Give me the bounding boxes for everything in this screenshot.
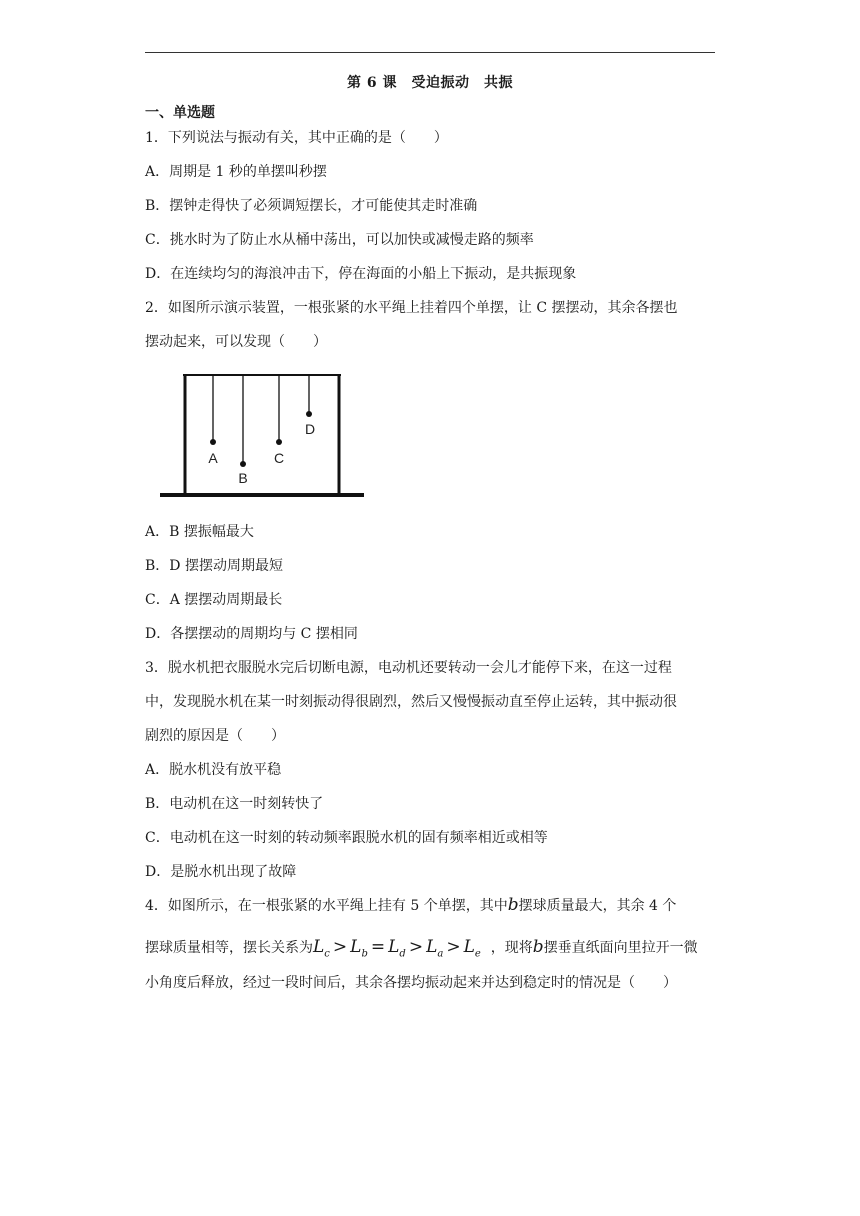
q4-var-b-2: b [532, 937, 544, 957]
formula-op: > [332, 937, 348, 957]
question-1-stem: 1．下列说法与振动有关，其中正确的是（ ） [145, 130, 448, 146]
q4-line2-text-mid: ，现将 [490, 940, 533, 956]
pendulum-diagram [155, 366, 370, 501]
formula-term: L [388, 937, 400, 957]
formula-term: L [463, 937, 475, 957]
question-2-option-b[interactable]: B．D 摆摆动周期最短 [145, 558, 283, 574]
q4-line2-text-pre: 摆球质量相等，摆长关系为 [145, 940, 313, 956]
formula-sub: d [399, 948, 406, 960]
question-2-stem-line-2: 摆动起来，可以发现（ ） [145, 334, 327, 350]
q4-var-b-1: b [507, 895, 519, 915]
question-1-option-a[interactable]: A．周期是 1 秒的单摆叫秒摆 [145, 164, 327, 180]
formula-term: L [350, 937, 362, 957]
question-3-stem-line-2: 中，发现脱水机在某一时刻振动得很剧烈，然后又慢慢振动直至停止运转，其中振动很 [145, 694, 677, 710]
pendulum-a-bob [210, 439, 216, 445]
formula-sub: a [437, 948, 444, 960]
pendulum-d-label: D [304, 421, 316, 437]
pendulum-b-bob [240, 461, 246, 467]
pendulum-c-bob [276, 439, 282, 445]
header-rule [145, 52, 715, 53]
formula-sub: c [324, 948, 330, 960]
formula-op: = [370, 937, 386, 957]
pendulum-d-bob [306, 411, 312, 417]
question-3-stem-line-3: 剧烈的原因是（ ） [145, 728, 285, 744]
question-4-stem-line-3: 小角度后释放，经过一段时间后，其余各摆均振动起来并达到稳定时的情况是（ ） [145, 975, 677, 991]
question-2-stem-line-1: 2．如图所示演示装置，一根张紧的水平绳上挂着四个单摆，让 C 摆摆动，其余各摆也 [145, 300, 678, 316]
pendulum-length-formula [313, 937, 481, 960]
question-2-option-a[interactable]: A．B 摆振幅最大 [145, 524, 254, 540]
formula-op: > [446, 937, 461, 957]
question-2-option-d[interactable]: D．各摆摆动的周期均与 C 摆相同 [145, 626, 358, 642]
question-3-option-d[interactable]: D．是脱水机出现了故障 [145, 864, 297, 880]
q4-line1-text-pre: 4．如图所示，在一根张紧的水平绳上挂有 5 个单摆，其中 [145, 898, 508, 914]
question-3-option-c[interactable]: C．电动机在这一时刻的转动频率跟脱水机的固有频率相近或相等 [145, 830, 548, 846]
section-heading: 一、单选题 [145, 105, 215, 121]
pendulum-c-label: C [273, 450, 285, 466]
formula-sub: b [361, 948, 368, 960]
question-1-option-d[interactable]: D．在连续均匀的海浪冲击下，停在海面的小船上下振动，是共振现象 [145, 266, 577, 282]
pendulum-b-label: B [238, 470, 248, 486]
formula-term: L [313, 937, 325, 957]
question-3-option-b[interactable]: B．电动机在这一时刻转快了 [145, 796, 324, 812]
q4-line1-text-post: 摆球质量最大，其余 4 个 [518, 898, 677, 914]
question-1-option-b[interactable]: B．摆钟走得快了必须调短摆长，才可能使其走时准确 [145, 198, 478, 214]
formula-sub: e [474, 948, 481, 960]
pendulum-a-label: A [208, 450, 218, 466]
question-3-stem-line-1: 3．脱水机把衣服脱水完后切断电源，电动机还要转动一会儿才能停下来，在这一过程 [145, 660, 672, 676]
page-title: 第 6 课 受迫振动 共振 [347, 75, 513, 91]
question-4-stem-line-1 [145, 895, 720, 916]
q4-line2-text-post: 摆垂直纸面向里拉开一微 [543, 940, 698, 956]
formula-op: > [408, 937, 424, 957]
formula-term: L [426, 937, 438, 957]
question-1-option-c[interactable]: C．挑水时为了防止水从桶中荡出，可以加快或减慢走路的频率 [145, 232, 534, 248]
question-3-option-a[interactable]: A．脱水机没有放平稳 [145, 762, 282, 778]
question-2-option-c[interactable]: C．A 摆摆动周期最长 [145, 592, 283, 608]
question-4-stem-line-2 [145, 937, 720, 964]
